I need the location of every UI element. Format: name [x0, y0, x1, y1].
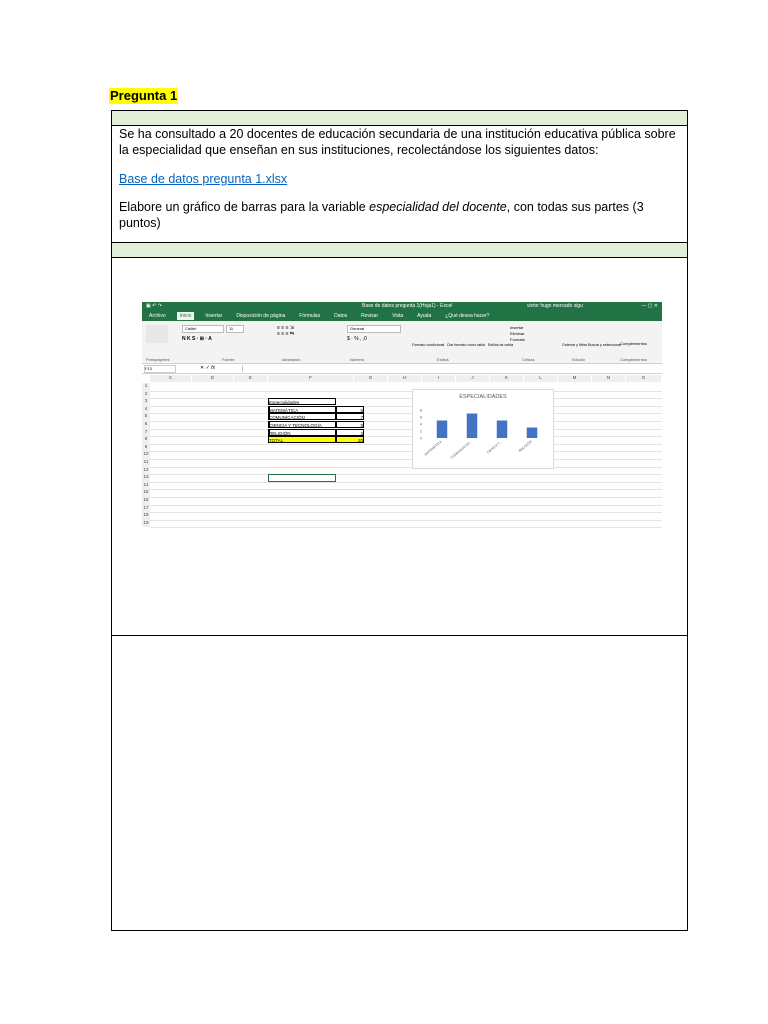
ribbon-group-label: Fuente: [222, 357, 235, 362]
grid-line: [150, 527, 662, 528]
column-header[interactable]: E: [234, 375, 267, 382]
row-header[interactable]: 12: [142, 467, 150, 475]
paste-icon[interactable]: [146, 325, 168, 343]
row-header[interactable]: 4: [142, 406, 150, 414]
chart-bar[interactable]: [497, 421, 508, 439]
excel-title-bar: [142, 302, 662, 311]
ribbon-tab[interactable]: Inicio: [177, 312, 195, 320]
bar-chart[interactable]: [412, 389, 554, 469]
grid-line: [150, 482, 662, 483]
grid-line: [150, 497, 662, 498]
window-controls-icon[interactable]: — ▢ ✕: [641, 303, 658, 309]
row-header[interactable]: 17: [142, 505, 150, 513]
ribbon-tabs: [142, 311, 662, 321]
selected-cell[interactable]: [268, 474, 336, 482]
fx-icon: ✕ ✓ fx: [200, 365, 216, 371]
ribbon-tab[interactable]: Disposición de página: [236, 313, 286, 319]
answer-image-box: [111, 257, 688, 636]
table-value-cell[interactable]: 5: [336, 421, 364, 428]
question-text: Se ha consultado a 20 docentes de educación secundaria de una institución educativa pública sobre la especialidad que enseñan en sus instituciones, recolectándose los siguientes datos:: [119, 127, 676, 157]
table-value-cell[interactable]: 7: [336, 413, 364, 420]
column-header[interactable]: N: [592, 375, 625, 382]
ribbon-tab[interactable]: Insertar: [205, 313, 223, 319]
column-header[interactable]: K: [490, 375, 523, 382]
chart-bar[interactable]: [527, 428, 538, 439]
ribbon-tab[interactable]: Datos: [334, 313, 348, 319]
chart-title: ESPECIALIDADES: [459, 394, 507, 400]
header-band-2: [111, 242, 688, 258]
table-label-cell[interactable]: CIENCIA Y TECNOLOGÍA: [268, 421, 336, 428]
row-header[interactable]: 19: [142, 520, 150, 528]
formula-bar: [142, 364, 662, 374]
name-box[interactable]: F13: [144, 365, 176, 373]
column-header[interactable]: G: [354, 375, 387, 382]
row-header[interactable]: 15: [142, 489, 150, 497]
row-header[interactable]: 10: [142, 451, 150, 459]
grid-line: [150, 459, 662, 460]
y-tick-label: 0: [420, 436, 422, 441]
grid-line: [150, 421, 662, 422]
grid-line: [150, 512, 662, 513]
column-header[interactable]: C: [150, 375, 191, 382]
column-header[interactable]: J: [456, 375, 489, 382]
x-tick-label: RELIGIÓN: [517, 439, 533, 453]
ribbon-group-label: Edición: [572, 357, 586, 362]
column-header[interactable]: D: [192, 375, 233, 382]
y-tick-label: 6: [420, 415, 422, 420]
grid-line: [150, 429, 662, 430]
table-label-cell[interactable]: MATEMÁTICA: [268, 406, 336, 413]
question-heading: Pregunta 1: [110, 88, 178, 103]
x-tick-label: MATEMÁTICA: [423, 439, 443, 457]
grid-line: [150, 444, 662, 445]
grid-line: [150, 413, 662, 414]
cells-buttons[interactable]: Insertar Eliminar Formato: [510, 325, 525, 342]
spacer[interactable]: [268, 413, 270, 420]
column-header[interactable]: L: [524, 375, 557, 382]
row-header[interactable]: 16: [142, 497, 150, 505]
total-label-cell[interactable]: TOTAL: [268, 436, 336, 443]
alignment-icons[interactable]: ≡ ≡ ≡ ⇲ ≡ ≡ ≡ ⇆: [277, 325, 295, 337]
excel-window-title: Base de datos pregunta 1(Hoja1) - Excel: [362, 303, 453, 309]
save-icon: ▣ ↶ ↷: [146, 303, 162, 309]
ribbon-tab[interactable]: Vista: [392, 313, 404, 319]
excel-user: victor hugo mercado sigu: [527, 303, 583, 309]
y-tick-label: 8: [420, 408, 422, 413]
question-box: [111, 125, 688, 243]
formula-input[interactable]: [242, 365, 662, 372]
table-value-cell[interactable]: 3: [336, 429, 364, 436]
spacer[interactable]: [268, 429, 270, 436]
grid-line: [150, 474, 662, 475]
ribbon-tab[interactable]: Fórmulas: [299, 313, 321, 319]
row-header[interactable]: 14: [142, 482, 150, 490]
excel-screenshot: [142, 302, 662, 546]
grid-line: [150, 451, 662, 452]
edit-buttons[interactable]: Ordenar y filtrar Buscar y seleccionar: [562, 343, 622, 347]
row-header[interactable]: 8: [142, 436, 150, 444]
empty-answer-box: [111, 635, 688, 931]
column-header[interactable]: O: [626, 375, 661, 382]
grid-line: [150, 398, 662, 399]
table-value-cell[interactable]: 5: [336, 406, 364, 413]
grid-line: [150, 489, 662, 490]
styles-labels[interactable]: Formato condicional Dar formato como tabla Estilos de celda: [412, 343, 514, 347]
row-header[interactable]: 3: [142, 398, 150, 406]
column-header[interactable]: F: [268, 375, 353, 382]
number-format-select[interactable]: General: [347, 325, 401, 333]
ribbon-group-label: Portapapeles: [146, 357, 170, 362]
spacer[interactable]: [268, 406, 270, 413]
total-value-cell[interactable]: 20: [336, 436, 364, 443]
header-band-1: [111, 110, 688, 126]
row-header[interactable]: 1: [142, 383, 150, 391]
ribbon: [142, 321, 662, 364]
y-tick-label: 4: [420, 422, 422, 427]
x-tick-label: COMUNICACIÓ...: [449, 439, 473, 460]
column-header[interactable]: H: [388, 375, 421, 382]
table-label-cell[interactable]: RELIGIÓN: [268, 429, 336, 436]
row-header[interactable]: 5: [142, 413, 150, 421]
table-header-cell[interactable]: Especialidades: [268, 398, 336, 405]
font-name-select[interactable]: Calibri: [182, 325, 224, 333]
format-buttons[interactable]: N K S · ⊞ · A: [182, 336, 212, 342]
row-header[interactable]: 13: [142, 474, 150, 482]
row-header[interactable]: 7: [142, 429, 150, 437]
grid-line: [150, 391, 662, 392]
spacer[interactable]: [268, 421, 270, 428]
ribbon-group-label: Complementos: [620, 357, 647, 362]
grid-line: [150, 436, 662, 437]
table-label-cell[interactable]: COMUNICACIÓN: [268, 413, 336, 420]
column-header[interactable]: M: [558, 375, 591, 382]
ribbon-tab[interactable]: Revisar: [361, 313, 379, 319]
number-icons[interactable]: $ · % ‚ ,0: [347, 336, 367, 342]
dataset-link[interactable]: Base de datos pregunta 1.xlsx: [119, 172, 288, 186]
chart-bar[interactable]: [437, 421, 448, 439]
ribbon-group-label: Celdas: [522, 357, 535, 362]
row-header[interactable]: 18: [142, 512, 150, 520]
grid-line: [150, 467, 662, 468]
ribbon-tab[interactable]: Ayuda: [417, 313, 432, 319]
ribbon-group-label: Alineación: [282, 357, 301, 362]
row-header[interactable]: 6: [142, 421, 150, 429]
font-size-select[interactable]: 11: [226, 325, 244, 333]
grid-line: [150, 505, 662, 506]
column-header[interactable]: I: [422, 375, 455, 382]
x-tick-label: CIENCIA Y...: [485, 439, 503, 455]
addins-button[interactable]: Complementos: [620, 341, 647, 346]
row-header[interactable]: 11: [142, 459, 150, 467]
row-header[interactable]: 2: [142, 391, 150, 399]
ribbon-group-label: Estilos: [437, 357, 449, 362]
ribbon-tab[interactable]: Archivo: [149, 313, 166, 319]
instruction-text: Elabore un gráfico de barras para la variable especialidad del docente, con todas sus partes (3 puntos): [119, 200, 644, 230]
row-header[interactable]: 9: [142, 444, 150, 452]
y-tick-label: 2: [420, 429, 422, 434]
ribbon-tab[interactable]: ¿Qué desea hacer?: [445, 313, 490, 319]
ribbon-group-label: Número: [350, 357, 365, 362]
chart-bar[interactable]: [467, 414, 478, 439]
grid-line: [150, 520, 662, 521]
grid-line: [150, 406, 662, 407]
sheet-grid[interactable]: [142, 374, 662, 546]
